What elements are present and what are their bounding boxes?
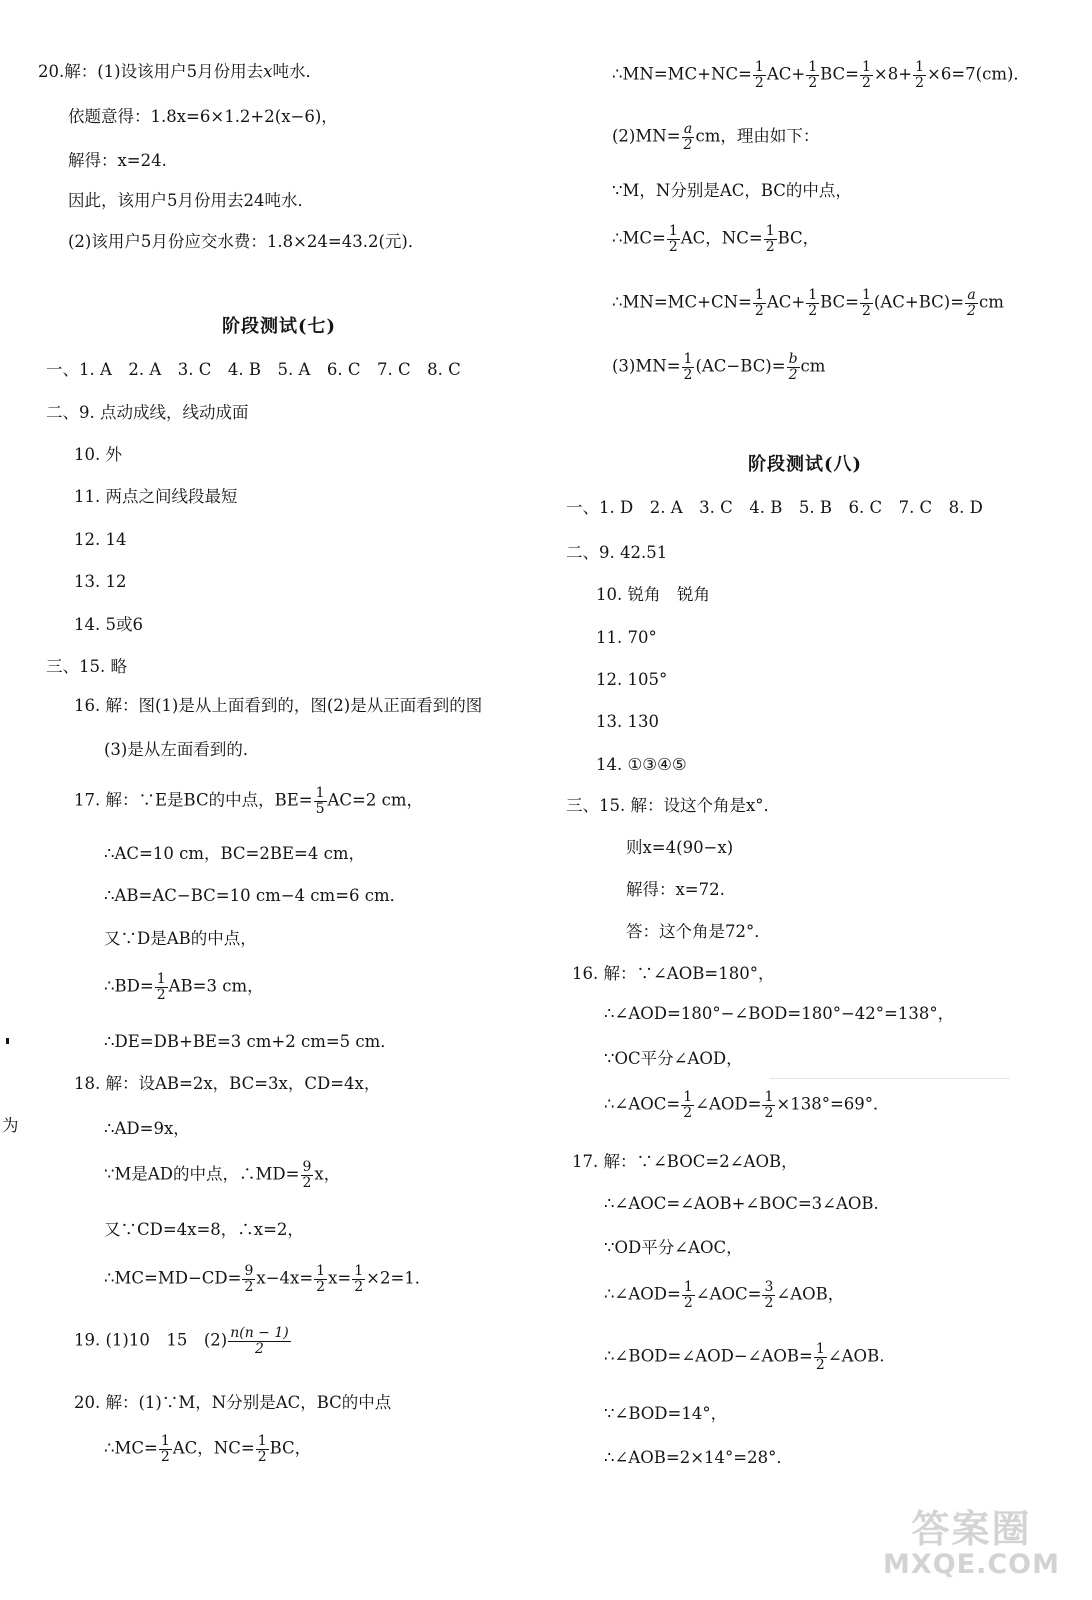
s7-q20-mc-c: BC， bbox=[269, 1438, 312, 1458]
r-mn-d: ×8+ bbox=[873, 64, 913, 84]
fraction-num: n(n − 1) bbox=[230, 1325, 289, 1341]
fraction bbox=[314, 1264, 327, 1294]
s7-q17-text-b: AC=2 cm， bbox=[327, 790, 424, 810]
s8-q15-line4: 答：这个角是72°． bbox=[626, 922, 771, 941]
s8-part1-answers: 一、1. D 2. A 3. C 4. B 5. B 6. C 7. C 8. D bbox=[566, 498, 983, 517]
s7-q18-line4: 又∵CD=4x=8，∴x=2， bbox=[104, 1220, 304, 1239]
fraction-num: 1 bbox=[316, 1263, 326, 1279]
s7-q18-mc-d: ×2=1． bbox=[366, 1268, 432, 1288]
s7-q18-line2: ∴AD=9x， bbox=[104, 1119, 190, 1138]
s8-q16-aoc-c: ×138°=69°． bbox=[776, 1094, 890, 1114]
fraction-den: 2 bbox=[788, 366, 798, 383]
s7-part1-answers: 一、1. A 2. A 3. C 4. B 5. A 6. C 7. C 8. C bbox=[46, 360, 461, 379]
s8-q16-aoc-b: ∠AOD= bbox=[695, 1094, 762, 1114]
fraction bbox=[762, 1280, 775, 1310]
fraction bbox=[860, 288, 873, 318]
s7-q20-line2 bbox=[104, 1434, 311, 1464]
fraction-num: 1 bbox=[315, 785, 325, 801]
r-line6-b: (AC−BC)= bbox=[695, 356, 786, 376]
s7-q17-line3: ∴AB=AC−BC=10 cm−4 cm=6 cm． bbox=[104, 886, 407, 905]
r-mn-e: ×6=7(cm)． bbox=[927, 64, 1030, 84]
s7-q18-mc-c: x= bbox=[328, 1268, 352, 1288]
s7-q17-line1 bbox=[74, 786, 423, 816]
s8-q17-aod-a: ∴∠AOD= bbox=[604, 1284, 681, 1304]
s7-q17-line2: ∴AC=10 cm，BC=2BE=4 cm， bbox=[104, 844, 365, 863]
fraction-den: 2 bbox=[255, 1340, 264, 1357]
fraction bbox=[965, 288, 978, 318]
fraction bbox=[682, 1280, 695, 1310]
fraction-num: 1 bbox=[915, 59, 924, 75]
fraction-den: 2 bbox=[754, 74, 764, 91]
s7-q16-line2: (3)是从左面看到的． bbox=[104, 740, 260, 759]
s8-q17-line4 bbox=[604, 1280, 844, 1310]
fraction-num: 9 bbox=[302, 1159, 312, 1175]
fraction bbox=[352, 1264, 365, 1294]
fraction-den: 5 bbox=[315, 800, 325, 817]
fraction-den: 2 bbox=[257, 1448, 267, 1465]
fraction bbox=[314, 786, 327, 816]
r-line4-a: ∴MC= bbox=[612, 228, 666, 248]
fraction bbox=[787, 352, 800, 382]
fraction bbox=[806, 288, 819, 318]
r-mn-line1 bbox=[612, 60, 1030, 90]
s8-q17-aod-c: ∠AOB， bbox=[776, 1284, 845, 1304]
s7-q17-bd-b: AB=3 cm， bbox=[168, 976, 264, 996]
s7-q17-line5 bbox=[104, 972, 264, 1002]
s7-q9: 二、9. 点动成线，线动成面 bbox=[46, 403, 249, 422]
s8-q12: 12. 105° bbox=[596, 670, 668, 689]
fraction-num: 1 bbox=[808, 287, 818, 303]
s7-q19-text: 19. (1)10 15 (2) bbox=[74, 1330, 228, 1350]
fraction-num: 1 bbox=[683, 1089, 693, 1105]
q20-line4: 因此，该用户5月份用去24吨水． bbox=[68, 191, 314, 210]
s7-q17-bd-a: ∴BD= bbox=[104, 976, 154, 996]
fraction-den: 2 bbox=[815, 1356, 825, 1373]
s7-q20-mc-b: AC，NC= bbox=[172, 1438, 255, 1458]
s7-q19 bbox=[74, 1326, 292, 1356]
s7-q18-line1: 18. 解：设AB=2x，BC=3x，CD=4x， bbox=[74, 1074, 381, 1093]
r-line5-b: AC+ bbox=[766, 292, 806, 312]
r-line4 bbox=[612, 224, 819, 254]
s8-q17-line1: 17. 解：∵∠BOC=2∠AOB， bbox=[572, 1152, 798, 1171]
fraction-den: 2 bbox=[683, 1104, 693, 1121]
fraction bbox=[913, 60, 926, 90]
fraction bbox=[681, 1090, 694, 1120]
s7-q15: 三、15. 略 bbox=[46, 657, 127, 676]
fraction-num: 1 bbox=[257, 1433, 267, 1449]
q20-line2: 依题意得：1.8x=6×1.2+2(x−6)， bbox=[68, 107, 338, 126]
fraction-den: 2 bbox=[967, 302, 976, 319]
s8-q14: 14. ①③④⑤ bbox=[596, 755, 687, 774]
r-line6-a: (3)MN= bbox=[612, 356, 681, 376]
stray-mark bbox=[6, 1038, 9, 1044]
fraction-num: 1 bbox=[683, 351, 693, 367]
r-mn-b: AC+ bbox=[766, 64, 806, 84]
fraction-num: 1 bbox=[160, 1433, 170, 1449]
fraction bbox=[667, 224, 680, 254]
fraction bbox=[228, 1326, 291, 1356]
r-line4-c: BC， bbox=[777, 228, 820, 248]
q20-line1-var: x bbox=[263, 62, 273, 81]
s8-q17-aod-b: ∠AOC= bbox=[695, 1284, 762, 1304]
fraction-den: 2 bbox=[754, 302, 764, 319]
s8-q13: 13. 130 bbox=[596, 712, 659, 731]
fraction bbox=[814, 1342, 827, 1372]
fraction-den: 2 bbox=[765, 238, 775, 255]
s8-q17-bod-a: ∴∠BOD=∠AOD−∠AOB= bbox=[604, 1346, 813, 1366]
fraction-num: 1 bbox=[156, 971, 166, 987]
fraction-num: 1 bbox=[815, 1341, 825, 1357]
watermark bbox=[883, 1506, 1060, 1581]
scan-line bbox=[770, 1078, 1010, 1079]
fraction-den: 2 bbox=[915, 74, 924, 91]
fraction-den: 2 bbox=[683, 366, 693, 383]
s7-q14: 14. 5或6 bbox=[74, 615, 143, 634]
r-line5-a: ∴MN=MC+CN= bbox=[612, 292, 752, 312]
fraction-den: 2 bbox=[302, 1174, 312, 1191]
r-line6 bbox=[612, 352, 825, 382]
s8-q16-aoc-a: ∴∠AOC= bbox=[604, 1094, 681, 1114]
r-line6-c: cm bbox=[800, 356, 826, 376]
s7-q17-line6: ∴DE=DB+BE=3 cm+2 cm=5 cm． bbox=[104, 1032, 397, 1051]
r-line5-c: BC= bbox=[820, 292, 859, 312]
s8-q15-line3: 解得：x=72. bbox=[626, 880, 725, 899]
r-line5 bbox=[612, 288, 1004, 318]
fraction bbox=[682, 122, 695, 152]
s8-q17-bod-b: ∠AOB. bbox=[827, 1346, 885, 1366]
fraction-num: 1 bbox=[808, 59, 818, 75]
fraction-num: 9 bbox=[244, 1263, 254, 1279]
s7-q18-line5 bbox=[104, 1264, 431, 1294]
s7-q16-line1: 16. 解：图(1)是从上面看到的，图(2)是从正面看到的图 bbox=[74, 696, 483, 715]
fraction bbox=[764, 224, 777, 254]
fraction-den: 2 bbox=[862, 74, 871, 91]
fraction-num: 1 bbox=[765, 223, 775, 239]
r-mn2-a: (2)MN= bbox=[612, 126, 681, 146]
s8-q17-line3: ∵OD平分∠AOC， bbox=[604, 1238, 743, 1257]
section-7-title: 阶段测试(七) bbox=[222, 316, 337, 337]
fraction bbox=[256, 1434, 269, 1464]
s7-q18-mc-b: x−4x= bbox=[256, 1268, 314, 1288]
s8-q15-line2: 则x=4(90−x) bbox=[626, 838, 734, 857]
fraction-den: 2 bbox=[668, 238, 678, 255]
s7-q11: 11. 两点之间线段最短 bbox=[74, 487, 238, 506]
fraction bbox=[159, 1434, 172, 1464]
s8-q15-line1: 三、15. 解：设这个角是x°． bbox=[566, 796, 781, 815]
fraction-num: 1 bbox=[764, 1089, 774, 1105]
s8-q17-line2: ∴∠AOC=∠AOB+∠BOC=3∠AOB. bbox=[604, 1194, 879, 1213]
fraction-den: 2 bbox=[862, 302, 871, 319]
q20-line1 bbox=[38, 64, 322, 81]
fraction bbox=[753, 60, 766, 90]
s7-q12: 12. 14 bbox=[74, 530, 127, 549]
fraction-num: 3 bbox=[764, 1279, 774, 1295]
fraction-den: 2 bbox=[316, 1278, 326, 1295]
fraction-num: 1 bbox=[754, 59, 764, 75]
fraction-den: 2 bbox=[683, 136, 693, 153]
r-line5-e: cm bbox=[978, 292, 1004, 312]
fraction-den: 2 bbox=[160, 1448, 170, 1465]
fraction-num: 1 bbox=[754, 287, 764, 303]
section-8-title: 阶段测试(八) bbox=[748, 454, 863, 475]
fraction-den: 2 bbox=[764, 1294, 774, 1311]
s7-q10: 10. 外 bbox=[74, 445, 122, 464]
fraction bbox=[753, 288, 766, 318]
s7-q17-text-a: 17. 解：∵E是BC的中点，BE= bbox=[74, 790, 313, 810]
s8-q16-line1: 16. 解：∵∠AOB=180°， bbox=[572, 964, 775, 983]
s8-q10: 10. 锐角 锐角 bbox=[596, 585, 710, 604]
s7-q13: 13. 12 bbox=[74, 572, 127, 591]
fraction-den: 2 bbox=[808, 302, 818, 319]
fraction-den: 2 bbox=[683, 1294, 693, 1311]
fraction bbox=[806, 60, 819, 90]
s7-q17-line4: 又∵D是AB的中点， bbox=[104, 929, 257, 948]
fraction-den: 2 bbox=[764, 1104, 774, 1121]
q20-line1-text: 20.解：(1)设该用户5月份用去 bbox=[38, 62, 264, 81]
fraction-den: 2 bbox=[808, 74, 818, 91]
r-mn-c: BC= bbox=[820, 64, 859, 84]
fraction-num: 1 bbox=[862, 287, 871, 303]
s7-q18-md-b: x， bbox=[314, 1164, 341, 1184]
margin-char: 为 bbox=[2, 1116, 19, 1135]
fraction bbox=[860, 60, 873, 90]
fraction-num: 1 bbox=[668, 223, 678, 239]
q20-line5: (2)该用户5月份应交水费：1.8×24=43.2(元)． bbox=[68, 232, 425, 251]
fraction bbox=[301, 1160, 314, 1190]
fraction-den: 2 bbox=[244, 1278, 254, 1295]
s8-q9: 二、9. 42.51 bbox=[566, 543, 668, 562]
fraction-num: 1 bbox=[862, 59, 871, 75]
fraction-den: 2 bbox=[354, 1278, 364, 1295]
fraction-num: 1 bbox=[354, 1263, 364, 1279]
fraction bbox=[762, 1090, 775, 1120]
s8-q17-line5 bbox=[604, 1342, 884, 1372]
s8-q16-line4 bbox=[604, 1090, 890, 1120]
fraction bbox=[155, 972, 168, 1002]
fraction-num: a bbox=[683, 121, 693, 137]
q20-line3: 解得：x=24. bbox=[68, 151, 167, 170]
fraction bbox=[242, 1264, 255, 1294]
s8-q16-line3: ∵OC平分∠AOD， bbox=[604, 1049, 743, 1068]
r-mn2-b: cm，理由如下： bbox=[695, 126, 820, 146]
s8-q16-line2: ∴∠AOD=180°−∠BOD=180°−42°=138°， bbox=[604, 1004, 955, 1023]
s8-q11: 11. 70° bbox=[596, 628, 657, 647]
s7-q20-line1: 20. 解：(1)∵M，N分别是AC，BC的中点 bbox=[74, 1393, 392, 1412]
fraction-num: b bbox=[788, 351, 798, 367]
r-line5-d: (AC+BC)= bbox=[873, 292, 965, 312]
fraction bbox=[682, 352, 695, 382]
watermark-en: MXQE.COM bbox=[883, 1549, 1060, 1581]
q20-line1-end: 吨水． bbox=[272, 62, 322, 81]
fraction-den: 2 bbox=[156, 986, 166, 1003]
s7-q20-mc-a: ∴MC= bbox=[104, 1438, 158, 1458]
watermark-cn: 答案圈 bbox=[911, 1506, 1032, 1551]
s7-q18-line3 bbox=[104, 1160, 340, 1190]
s8-q17-line6: ∵∠BOD=14°， bbox=[604, 1404, 728, 1423]
r-mn-line2 bbox=[612, 122, 819, 152]
r-line4-b: AC，NC= bbox=[680, 228, 763, 248]
s7-q18-mc-a: ∴MC=MD−CD= bbox=[104, 1268, 242, 1288]
s8-q17-line7: ∴∠AOB=2×14°=28°． bbox=[604, 1448, 793, 1467]
fraction-num: a bbox=[967, 287, 976, 303]
s7-q18-md-a: ∵M是AD的中点，∴MD= bbox=[104, 1164, 300, 1184]
r-mn-a: ∴MN=MC+NC= bbox=[612, 64, 752, 84]
r-line3: ∵M，N分别是AC，BC的中点， bbox=[612, 181, 852, 200]
fraction-num: 1 bbox=[683, 1279, 693, 1295]
